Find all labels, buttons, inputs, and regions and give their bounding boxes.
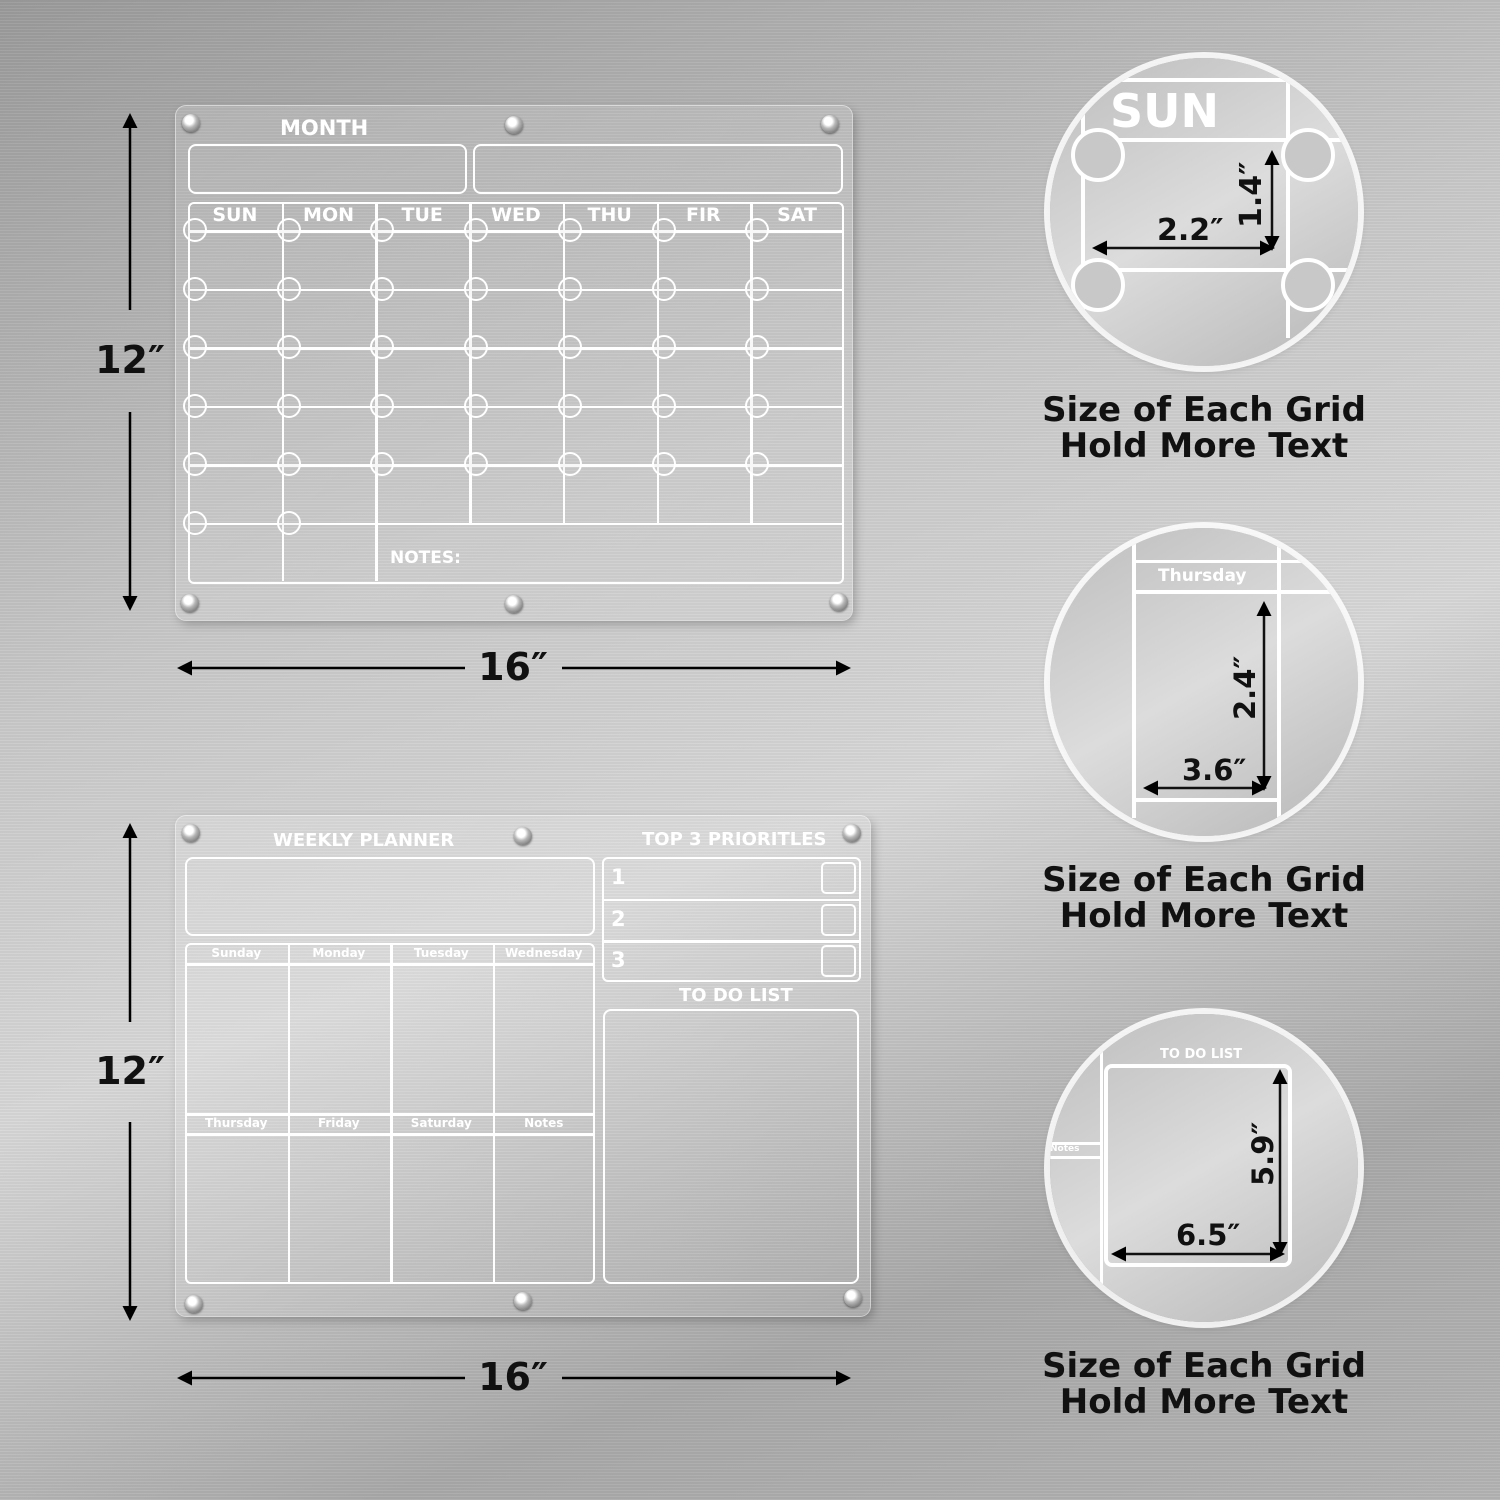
date-circle — [745, 218, 769, 242]
date-circle — [370, 218, 394, 242]
caption-2-line1: Size of Each Grid — [1042, 860, 1366, 900]
caption-1 — [994, 392, 1414, 464]
priority-row-line — [602, 940, 861, 943]
weekly-day-label-notes: Notes — [524, 1116, 564, 1130]
date-circle — [370, 277, 394, 301]
date-circle — [370, 335, 394, 359]
date-circle — [464, 335, 488, 359]
priority-number: 2 — [611, 906, 626, 931]
zoom-thursday-label: Thursday — [1158, 566, 1247, 586]
date-circle — [183, 335, 207, 359]
date-circle — [183, 511, 207, 535]
date-circle — [277, 277, 301, 301]
day-header-sun: SUN — [212, 204, 258, 226]
date-circle — [370, 452, 394, 476]
zoom-todo-height: 5.9″ — [1246, 1121, 1280, 1186]
weekly-day-label-saturday: Saturday — [410, 1116, 472, 1130]
date-circle — [277, 394, 301, 418]
date-circle — [745, 452, 769, 476]
notes-label: NOTES: — [390, 548, 461, 568]
date-circle — [277, 511, 301, 535]
date-circle — [745, 335, 769, 359]
priority-checkbox[interactable] — [821, 904, 856, 936]
day-header-sat: SAT — [777, 204, 817, 226]
caption-2-line2: Hold More Text — [1059, 896, 1349, 936]
priorities-title: TOP 3 PRIORITLES — [642, 829, 827, 850]
zoom-thursday-width: 3.6″ — [1182, 753, 1247, 787]
caption-3 — [994, 1348, 1414, 1420]
date-circle — [464, 452, 488, 476]
todo-list-box — [603, 1009, 859, 1284]
date-circle — [277, 335, 301, 359]
date-circle — [652, 335, 676, 359]
caption-2 — [994, 862, 1414, 934]
date-circle — [277, 452, 301, 476]
calendar-grid-lines — [176, 106, 852, 620]
date-circle — [558, 218, 582, 242]
weekly-planner-title: WEEKLY PLANNER — [273, 830, 455, 851]
month-title: MONTH — [280, 116, 369, 140]
zoom-sun-height: 1.4″ — [1234, 161, 1269, 228]
todo-title: TO DO LIST — [679, 985, 793, 1006]
priority-row-line — [602, 899, 861, 902]
date-circle — [183, 277, 207, 301]
date-circle — [558, 452, 582, 476]
zoom-circle-thursday — [1050, 528, 1358, 836]
date-circle — [558, 394, 582, 418]
weekly-day-label-wednesday: Wednesday — [504, 946, 583, 960]
date-circle — [558, 277, 582, 301]
date-circle — [370, 394, 394, 418]
date-circle — [464, 394, 488, 418]
day-header-mon: MON — [303, 204, 355, 226]
date-circle — [464, 218, 488, 242]
date-circle — [652, 277, 676, 301]
weekly-day-label-sunday: Sunday — [211, 946, 262, 960]
date-circle — [464, 277, 488, 301]
zoom-thursday-height: 2.4″ — [1228, 655, 1262, 720]
zoom-circle-todo — [1050, 1014, 1358, 1322]
priority-number: 1 — [611, 865, 626, 889]
date-circle — [183, 394, 207, 418]
weekly-height-label: 12″ — [95, 1049, 165, 1093]
weekly-day-label-monday: Monday — [312, 946, 366, 960]
weekly-day-label-thursday: Thursday — [205, 1116, 268, 1130]
weekly-planner-board — [176, 816, 870, 1316]
date-circle — [745, 394, 769, 418]
priority-checkbox[interactable] — [821, 945, 856, 977]
caption-1-line1: Size of Each Grid — [1042, 390, 1366, 430]
date-circle — [183, 218, 207, 242]
monthly-calendar-board — [176, 106, 852, 620]
priority-number: 3 — [611, 948, 626, 972]
monthly-width-label: 16″ — [478, 645, 548, 689]
weekly-day-label-friday: Friday — [317, 1116, 360, 1130]
zoom-todo-label: TO DO LIST — [1160, 1047, 1243, 1062]
weekly-day-label-tuesday: Tuesday — [413, 946, 469, 960]
date-circle — [183, 452, 207, 476]
caption-3-line1: Size of Each Grid — [1042, 1346, 1366, 1386]
day-header-wed: WED — [491, 204, 541, 226]
day-header-fir: FIR — [686, 204, 721, 226]
zoom-sun-label: SUN — [1110, 84, 1219, 138]
zoom-circle-sun — [1050, 58, 1358, 366]
caption-1-line2: Hold More Text — [1059, 426, 1349, 466]
caption-3-line2: Hold More Text — [1059, 1382, 1349, 1422]
date-circle — [277, 218, 301, 242]
day-header-thu: THU — [587, 204, 632, 226]
monthly-height-label: 12″ — [95, 338, 165, 382]
date-circle — [745, 277, 769, 301]
zoom-todo-width: 6.5″ — [1176, 1218, 1241, 1252]
date-circle — [652, 218, 676, 242]
day-header-tue: TUE — [401, 204, 443, 226]
date-circle — [558, 335, 582, 359]
date-circle — [652, 394, 676, 418]
weekly-width-label: 16″ — [478, 1355, 548, 1399]
date-circle — [652, 452, 676, 476]
zoom-notes-label: Notes — [1050, 1144, 1080, 1154]
zoom-sun-width: 2.2″ — [1157, 213, 1224, 248]
priority-checkbox[interactable] — [821, 862, 856, 894]
